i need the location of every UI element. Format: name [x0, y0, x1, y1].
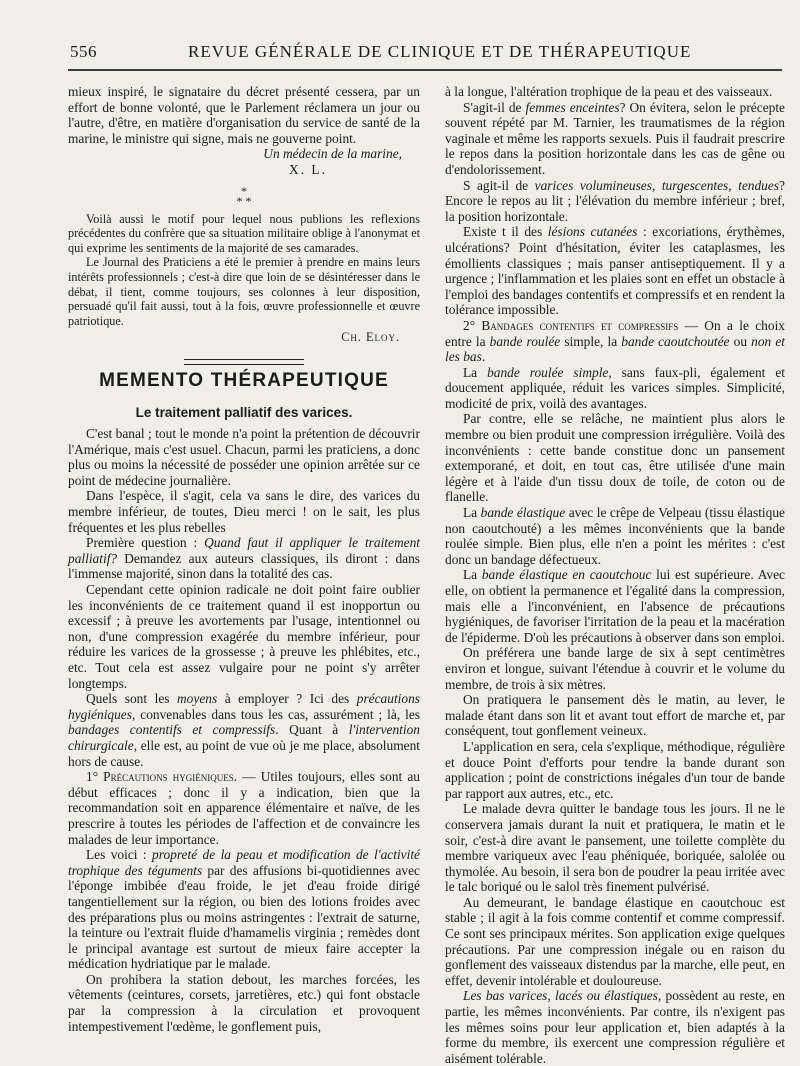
- paragraph: 1° Précautions hygiéniques. — Utiles toujours, elles sont au début efficaces ; donc il y a indication, bien que la recommandation soit en apparence élémentaire et naïve, de les prescrire à toutes les périodes de l'affection et de convaincre les malades de leur importance.: [68, 769, 420, 847]
- paragraph: Première question : Quand faut il appliquer le traitement palliatif? Demandez aux auteurs classiques, ils diront : dans l'immense majorité, sinon dans la totalité des cas.: [68, 535, 420, 582]
- paragraph: S agit-il de varices volumineuses, turgescentes, tendues? Encore le repos au lit ; l'élévation du membre inférieur ; bref, la position horizontale.: [445, 177, 785, 224]
- paragraph: Cependant cette opinion radicale ne doit point faire oublier les inconvénients de ce traitement quand il est inopportun ou excessif ; à preuve les avortements par l'usage, intentionnel ou non, d'une compression exagérée du membre inférieur, pour réduire les varices de la grossesse ; à preuve les phlébites, etc., etc. Tout cela est assez vulgaire pour ne point s'y arrêter longtemps.: [68, 582, 420, 691]
- header-rule: [68, 69, 782, 71]
- paragraph: On pratiquera le pansement dès le matin, au lever, le malade étant dans son lit et avant tout effort de marche et, par conséquent, tout gonflement veineux.: [445, 692, 785, 739]
- paragraph: On prohibera la station debout, les marches forcées, les vêtements (ceintures, corsets, jarretières, etc.) qui font obstacle par la compression à la circulation et provoquent intempestivement l'œdème, le gonflement puis,: [68, 971, 420, 1034]
- star-line: * *: [236, 193, 252, 208]
- journal-title: REVUE GÉNÉRALE DE CLINIQUE ET DE THÉRAPEUTIQUE: [188, 42, 692, 61]
- paragraph: Existe t il des lésions cutanées : excoriations, érythèmes, ulcérations? Point d'hésitation, éviter les cataplasmes, les émollients classiques ; mais panser antiseptiquement. Il y a urgence ; l'inflammation et les plaies sont en effet un obstacle à l'emploi des bandages contentifs et compressifs et en rendent la tolérance impossible.: [445, 224, 785, 318]
- right-column: [445, 84, 785, 1066]
- paragraph: L'application en sera, cela s'explique, méthodique, régulière et douce Point d'efforts pour tendre la bande durant son application ; point de constrictions inégales d'un tour de bande par rapport aux autres, etc., etc.: [445, 738, 785, 801]
- paragraph: C'est banal ; tout le monde n'a point la prétention de découvrir l'Amérique, mais c'est usuel. Chacun, parmi les praticiens, a donc plus ou moins la nécessité de posséder une opinion arrêtée sur ce point de médecine journalière.: [68, 426, 420, 488]
- paragraph: La bande élastique avec le crêpe de Velpeau (tissu élastique non caoutchouté) a les mêmes inconvénients que la bande roulée simple. Bien plus, elle n'en a point les mérites : c'est donc un bandage défectueux.: [445, 505, 785, 567]
- note-paragraph: Voilà aussi le motif pour lequel nous publions les reflexions précédentes du confrère que sa situation militaire oblige à l'anonymat et qui exprime les sentiments de la majorité de ses camarades.: [68, 211, 420, 255]
- paragraph: Les bas varices, lacés ou élastiques, possèdent au reste, en partie, les mêmes inconvénients. Par contre, ils n'exigent pas les mêmes soins pour leur application et, bien adaptés à la forme du membre, ils exercent une compression régulière et aisément tolérable.: [445, 988, 786, 1066]
- paragraph: Le malade devra quitter le bandage tous les jours. Il ne le conservera jamais durant la nuit et pratiquera, le matin et le soir, c'est-à dire avant le pansement, une toilette complète du membre variqueux avec l'eau phéniquée, boriquée, salolée ou thymolée. Au besoin, il sera bon de poudrer la peau irritée avec le talc boriqué ou le salol très finement pulvérisé.: [445, 801, 785, 895]
- paragraph: Dans l'espèce, il s'agit, cela va sans le dire, des varices du membre inférieur, de toutes, Dieu merci ! on le sait, les plus fréquentes et les plus rebelles: [68, 488, 420, 535]
- letter-signature-title: Un médecin de la marine,: [263, 146, 402, 162]
- letter-signature-initials: X. L.: [289, 161, 327, 177]
- note-text: Le Journal des Praticiens a été le premier à prendre en mains leurs intérêts professionnels ; c'est-à dire que loin de se désintéresser dans le débat, il tient, comme toujours, ses colonnes à leur disposition, persuadé qu'il fait aussi, tout à la fois, œuvre professionnelle et œuvre patriotique.: [68, 255, 420, 328]
- running-header: [70, 40, 780, 68]
- paragraph: 2° Bandages contentifs et compressifs — On a le choix entre la bande roulée simple, la bande caoutchoutée ou non et les bas.: [445, 317, 786, 365]
- editor-signature: Ch. Eloy.: [341, 330, 400, 345]
- article-title: Le traitement palliatif des varices.: [135, 404, 353, 420]
- section-divider: [184, 359, 304, 365]
- paragraph: Les voici : propreté de la peau et modification de l'activité trophique des téguments par des affusions bi-quotidiennes avec l'éponge imbibée d'eau froide, le jet d'eau froide dirigé tangentiellement sur la région, ou bien des lotions froides avec des préparations plus ou moins astringentes : l'extrait de saturne, la teinture ou l'extrait fluide d'hamamelis virginia ; remèdes dont le principal avantage est surtout de mieux faire accepter la médication hydriatique par le malade.: [68, 847, 421, 972]
- paragraph: On préférera une bande large de six à sept centimètres environ et longue, suivant l'étendue à couvrir et le volume du membre, de trois à six mètres.: [445, 645, 785, 692]
- paragraph: à la longue, l'altération trophique de la peau et des vaisseaux.: [445, 84, 773, 99]
- star-line: *: [241, 183, 247, 198]
- paragraph: S'agit-il de femmes enceintes? On évitera, selon le précepte souvent répété par M. Tarnier, les traumatismes de la région vaginale et même les rapports sexuels. Puis il faudrait prescrire le repos dans la position horizontale dans les cas de gêne ou d'endolorissement.: [445, 99, 785, 177]
- paragraph: mieux inspiré, le signataire du décret présenté cessera, par un effort de bonne volonté, que le Parlement réclamera un jour ou l'autre, d'être, en matière d'organisation du service de santé de la marine, le ministre qui signe, mais ne gouverne point.: [68, 84, 420, 146]
- paragraph: Au demeurant, le bandage élastique en caoutchouc est stable ; il agit à la fois comme contentif et comme compressif. Ce sont ses principaux mérites. Son application exige quelques précautions. Par une compression inégale ou en raison du gonflement des vaisseaux distendus par la marche, elle peut, en effet, devenir intolérable et douloureuse.: [445, 894, 785, 988]
- section-title: MEMENTO THÉRAPEUTIQUE: [99, 369, 389, 391]
- section-stars: [68, 183, 420, 208]
- paragraph: Par contre, elle se relâche, ne maintient plus alors le membre ou bien produit une compression irrégulière. Voilà des inconvénients : cette bande constitue donc un pansement extemporané, et doit, en tout cas, être utilisée d'une main légère et à l'aide d'un tissu doux de toile, de coton ou de flanelle.: [445, 411, 785, 505]
- page-number: 556: [70, 42, 97, 61]
- paragraph: Quels sont les moyens à employer ? Ici des précautions hygiéniques, convenables dans tous les cas, assurément ; là, les bandages contentifs et compressifs. Quant à l'intervention chirurgicale, elle est, au point de vue où je me place, absolument hors de cause.: [68, 691, 420, 769]
- paragraph: La bande élastique en caoutchouc lui est supérieure. Avec elle, on obtient la permanence et l'égalité dans la compression, mais elle a l'inconvénient, en l'absence de précautions hygiéniques, de favoriser l'irritation de la peau et la macération de l'épiderme. D'où les précautions à observer dans son emploi.: [445, 567, 785, 645]
- left-column: [68, 84, 420, 1034]
- paragraph: La bande roulée simple, sans faux-pli, également et doucement appliquée, réduit les varices simples. Simplicité, modicité de prix, voilà des avantages.: [445, 364, 785, 411]
- note-paragraph: [68, 255, 420, 328]
- editorial-note: [68, 212, 420, 345]
